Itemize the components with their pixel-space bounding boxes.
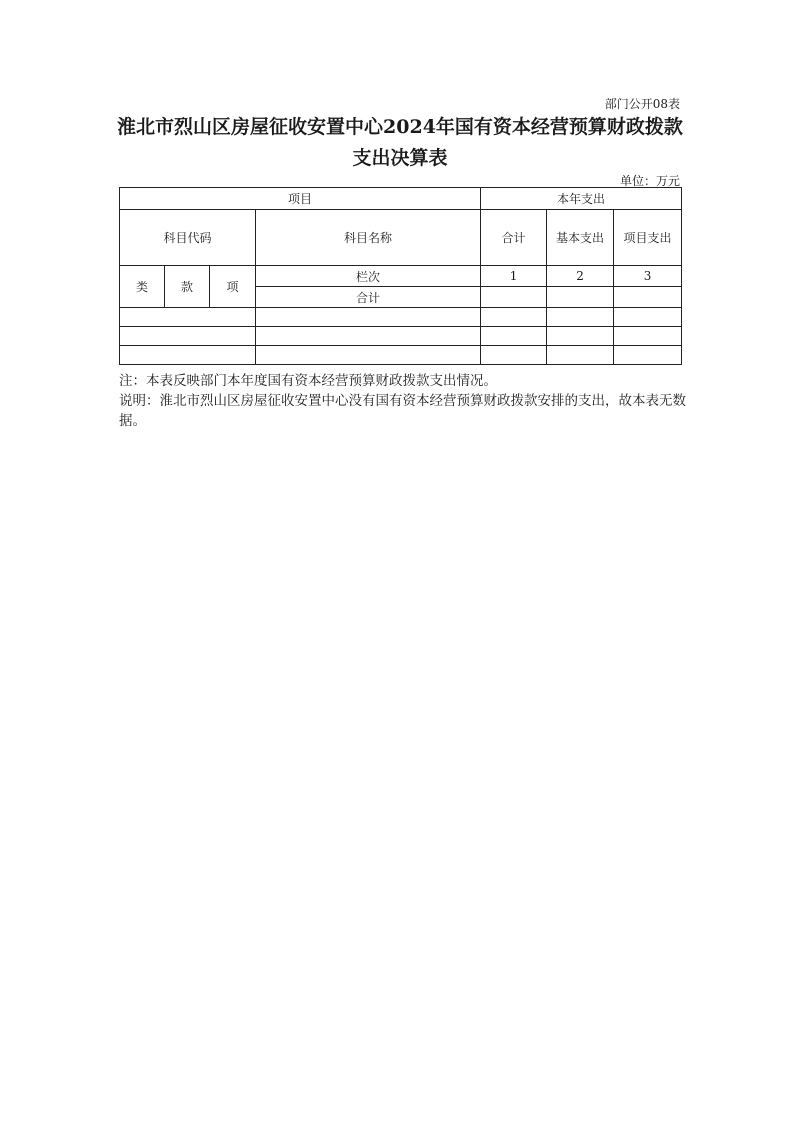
sum-project-cell (614, 287, 682, 308)
expense-header: 本年支出 (481, 188, 682, 210)
basic-expense-header: 基本支出 (547, 210, 614, 266)
header-row (120, 188, 682, 210)
sum-label: 合计 (256, 287, 481, 308)
empty-cell (481, 327, 547, 346)
empty-cell (256, 308, 481, 327)
column-order-label: 栏次 (256, 266, 481, 287)
empty-cell (120, 346, 256, 365)
empty-cell (481, 346, 547, 365)
expenditure-table (119, 187, 682, 365)
empty-cell (256, 346, 481, 365)
total-header: 合计 (481, 210, 547, 266)
page-title: 淮北市烈山区房屋征收安置中心2024年国有资本经营预算财政拨款支出决算表 (117, 116, 683, 169)
project-header: 项目 (120, 188, 481, 210)
note-text: 注：本表反映部门本年度国有资本经营预算财政拨款支出情况。 (119, 373, 497, 389)
sum-basic-cell (547, 287, 614, 308)
notes-block (119, 371, 691, 431)
table-row (120, 308, 682, 327)
table-row (120, 346, 682, 365)
empty-cell (256, 327, 481, 346)
unit-label: 单位：万元 (619, 174, 680, 188)
category-item: 项 (210, 266, 256, 308)
category-class: 类 (120, 266, 165, 308)
empty-cell (481, 308, 547, 327)
sum-total-cell (481, 287, 547, 308)
empty-cell (614, 308, 682, 327)
table-row (120, 327, 682, 346)
empty-cell (614, 346, 682, 365)
column-order-row (120, 266, 682, 287)
subject-code-header: 科目代码 (120, 210, 256, 266)
empty-cell (547, 327, 614, 346)
form-code: 部门公开08表 (604, 97, 680, 111)
category-section: 款 (165, 266, 210, 308)
project-expense-header: 项目支出 (614, 210, 682, 266)
explanation-text: 说明：淮北市烈山区房屋征收安置中心没有国有资本经营预算财政拨款安排的支出，故本表无数据。 (119, 393, 686, 429)
column-number: 1 (481, 266, 547, 287)
empty-cell (120, 308, 256, 327)
empty-cell (547, 308, 614, 327)
column-number: 3 (614, 266, 682, 287)
empty-cell (614, 327, 682, 346)
empty-cell (120, 327, 256, 346)
subheader-row (120, 210, 682, 266)
subject-name-header: 科目名称 (256, 210, 481, 266)
empty-cell (547, 346, 614, 365)
column-number: 2 (547, 266, 614, 287)
